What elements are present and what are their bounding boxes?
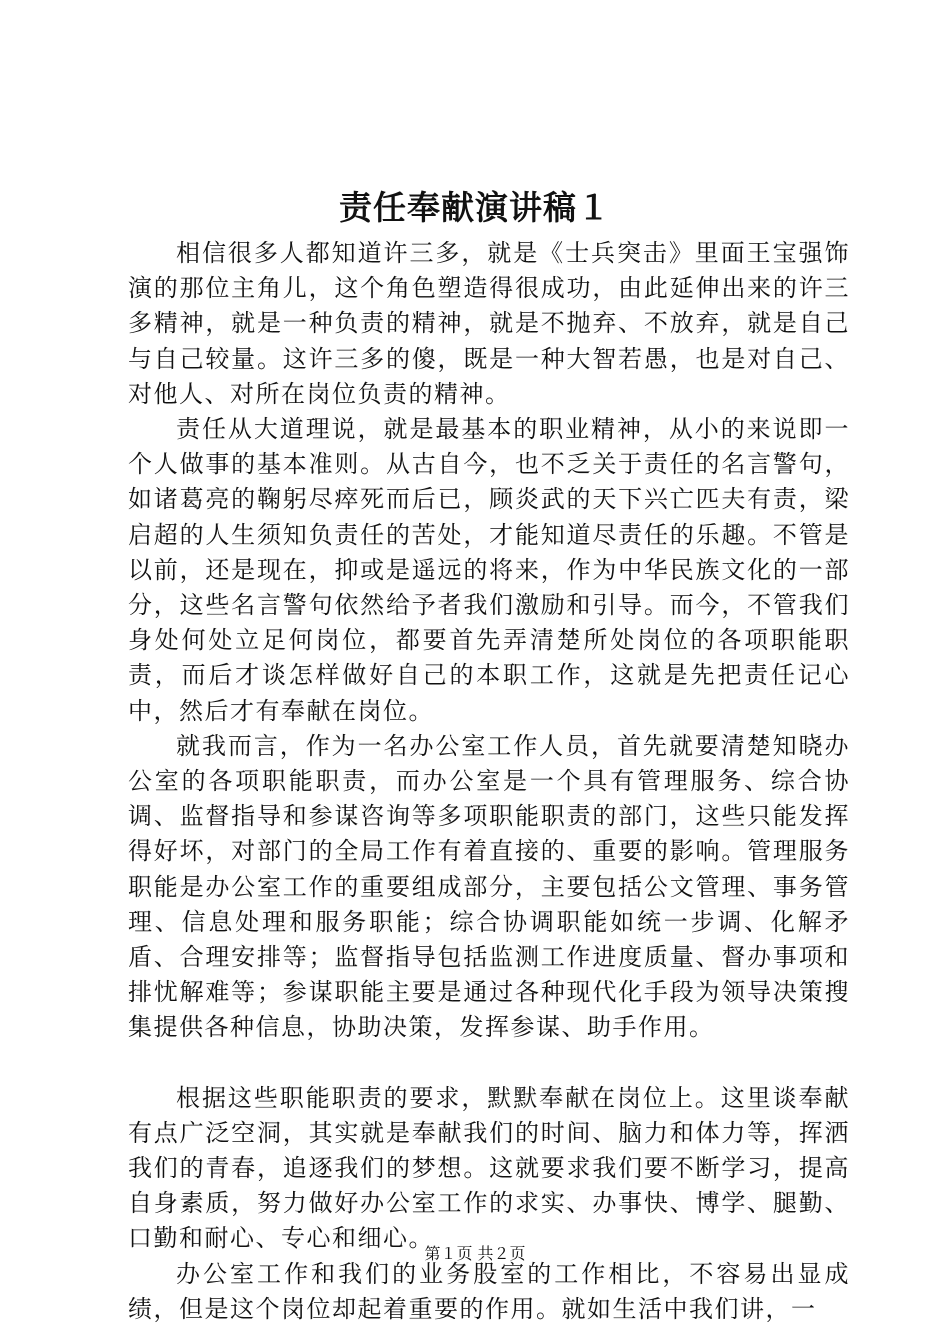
paragraph-4: 根据这些职能职责的要求，默默奉献在岗位上。这里谈奉献有点广泛空洞，其实就是奉献我们的时间、脑力和体力等，挥洒我们的青春，追逐我们的梦想。这就要求我们要不断学习，提高自身素质，努力做好办公室工作的求实、办事快、博学、腿勤、口勤和耐心、专心和细心。 xyxy=(128,1083,850,1253)
paragraph-1: 相信很多人都知道许三多，就是《士兵突击》里面王宝强饰演的那位主角儿，这个角色塑造得很成功，由此延伸出来的许三多精神，就是一种负责的精神，就是不抛弃、不放弃，就是自己与自己较量。这许三多的傻，既是一种大智若愚，也是对自己、对他人、对所在岗位负责的精神。 xyxy=(128,239,850,408)
document-title: 责任奉献演讲稿１ xyxy=(339,188,611,227)
page-number-footer: 第１页 共２页 xyxy=(424,1244,526,1263)
paragraph-2: 责任从大道理说，就是最基本的职业精神，从小的来说即一个人做事的基本准则。从古自今，也不乏关于责任的名言警句，如诸葛亮的鞠躬尽瘁死而后已，顾炎武的天下兴亡匹夫有责，梁启超的人生须知负责任的苦处，才能知道尽责任的乐趣。不管是以前，还是现在，抑或是遥远的将来，作为中华民族文化的一部分，这些名言警句依然给予者我们激励和引导。而今，不管我们身处何处立足何岗位，都要首先弄清楚所处岗位的各项职能职责，而后才谈怎样做好自己的本职工作，这就是先把责任记心中，然后才有奉献在岗位。 xyxy=(128,415,850,725)
paragraph-3: 就我而言，作为一名办公室工作人员，首先就要清楚知晓办公室的各项职能职责，而办公室是一个具有管理服务、综合协调、监督指导和参谋咨询等多项职能职责的部门，这些只能发挥得好坏，对部门的全局工作有着直接的、重要的影响。管理服务职能是办公室工作的重要组成部分，主要包括公文管理、事务管理、信息处理和服务职能；综合协调职能如统一步调、化解矛盾、合理安排等；监督指导包括监测工作进度质量、督办事项和排忧解难等；参谋职能主要是通过各种现代化手段为领导决策搜集提供各种信息，协助决策，发挥参谋、助手作用。 xyxy=(128,731,850,1042)
document-body xyxy=(128,236,850,1327)
paragraph-5: 办公室工作和我们的业务股室的工作相比，不容易出显成绩，但是这个岗位却起着重要的作用。就如生活中我们讲，一 xyxy=(128,1259,850,1323)
